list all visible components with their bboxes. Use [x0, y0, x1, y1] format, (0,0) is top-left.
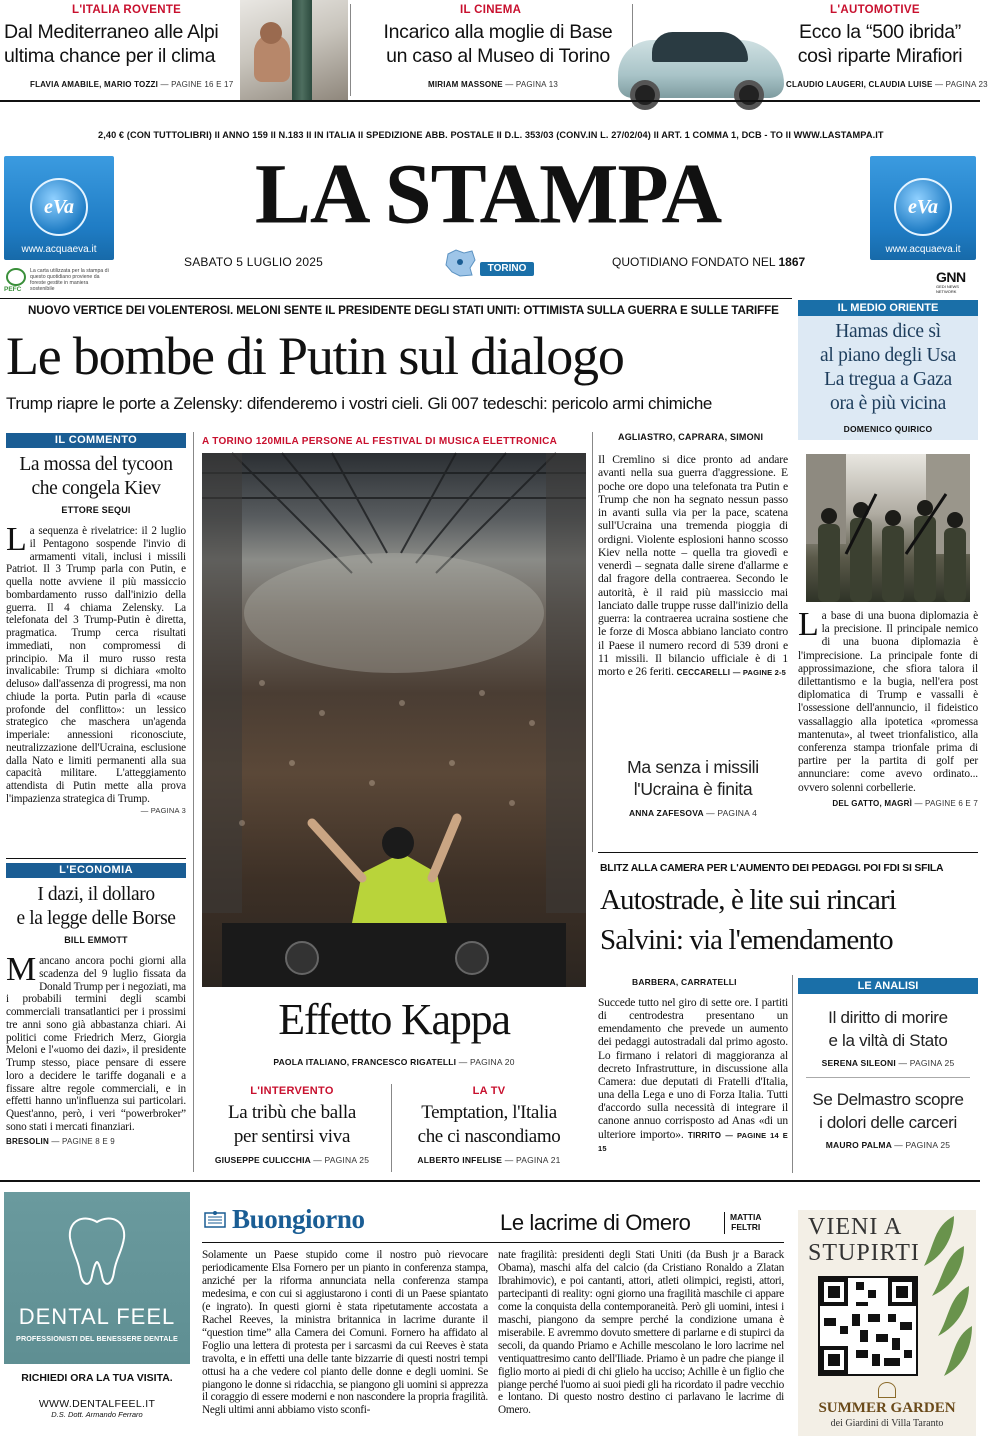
ad-dental-feel[interactable]	[4, 1192, 190, 1434]
economia-body: Mancano ancora pochi giorni alla scadenza del 9 luglio fissata da Donald Trump per i negoziati, ma i probabili termini degli scambi commerciali transatlantici per i prossimi tre anni sono già abbastanza chiari. Ai politici come Friedrich Merz, Giorgia Meloni e l'«uomo dei dazi», il presidente Trump stesso, piace pensare di essere loro a decidere le tariffe doganali e a fissare altre regole commerciali, e in effetti hanno un'influenza sui particolari. Quest'anno, però, i veri “powerbroker” sono stati i mercati finanziari.	[6, 951, 186, 1133]
zafesova-headline: Ma senza i missili l'Ucraina è finita	[627, 757, 759, 799]
intervento-kicker: L'INTERVENTO	[250, 1085, 334, 1097]
garden-headline: VIENI A STUPIRTI	[808, 1214, 920, 1266]
teaser-headline: Incarico alla moglie di Base un caso al Museo di Torino	[383, 21, 613, 67]
masthead-title: LA STAMPA	[254, 147, 722, 242]
garden-sub: dei Giardini di Villa Taranto	[830, 1418, 944, 1429]
autostrade-byline: BARBERA, CARRATELLI	[632, 977, 737, 987]
masthead-date: SABATO 5 LUGLIO 2025	[184, 255, 323, 269]
section-label: IL MEDIO ORIENTE	[798, 300, 978, 316]
analisi-byline-2: MAURO PALMA — PAGINA 25	[825, 1140, 951, 1150]
lead-body-block[interactable]	[598, 432, 788, 679]
dental-cta: RICHIEDI ORA LA TUA VISITA.	[21, 1372, 173, 1384]
latv-headline: Temptation, l'Italia che ci nascondiamo	[417, 1102, 561, 1147]
economia-headline: I dazi, il dollaro e la legge delle Borse	[16, 884, 176, 929]
latv-byline: ALBERTO INFELISE — PAGINA 21	[417, 1155, 561, 1165]
teaser-headline: Dal Mediterraneo alle Alpi ultima chance per il clima	[4, 21, 219, 67]
analisi-headline-2: Se Delmastro scopre i dolori delle carceri	[812, 1090, 964, 1132]
medio-oriente-block[interactable]	[798, 300, 978, 440]
medio-oriente-body-block	[798, 606, 978, 808]
economia-tail: BRESOLIN — PAGINE 8 E 9	[6, 1136, 115, 1146]
economia-author: BILL EMMOTT	[64, 935, 128, 945]
intervento-block[interactable]	[202, 1085, 382, 1165]
section-label: L'ECONOMIA	[6, 863, 186, 878]
commento-block[interactable]	[6, 433, 186, 815]
teaser-kicker: L'ITALIA ROVENTE	[72, 4, 182, 16]
festival-photo[interactable]	[202, 453, 586, 987]
teaser-climate[interactable]	[0, 0, 242, 98]
gnn-logo: GNN GEDI NEWS NETWORK	[936, 269, 966, 294]
gaza-photo[interactable]	[806, 454, 970, 602]
zafesova-byline: ANNA ZAFESOVA — PAGINA 4	[628, 808, 758, 818]
photo-headline[interactable]: Effetto Kappa	[278, 995, 510, 1044]
analisi-block[interactable]	[798, 978, 978, 1150]
intervento-byline: GIUSEPPE CULICCHIA — PAGINA 25	[214, 1155, 370, 1165]
buongiorno-author: MATTIA FELTRI	[730, 1212, 762, 1232]
dental-url: WWW.DENTALFEEL.IT	[38, 1398, 156, 1410]
buongiorno-icon	[204, 1210, 226, 1228]
teaser-kicker: IL CINEMA	[460, 4, 522, 16]
torino-map-icon	[442, 248, 478, 278]
lead-overline: NUOVO VERTICE DEI VOLENTEROSI. MELONI SENTE IL PRESIDENTE DEGLI STATI UNITI: OTTIMISTA SULLA GUERRA E SULLE TARIFFE	[28, 304, 779, 317]
medio-oriente-author: DOMENICO QUIRICO	[843, 424, 933, 434]
ad-summer-garden[interactable]	[798, 1210, 976, 1436]
teaser-byline: MIRIAM MASSONE — PAGINA 13	[428, 80, 558, 89]
commento-author: ETTORE SEQUI	[61, 505, 131, 515]
teaser-photo-water	[240, 0, 348, 100]
commento-page: — PAGINA 3	[140, 805, 186, 815]
commento-headline: La mossa del tycoon che congela Kiev	[19, 454, 173, 499]
buongiorno-headline: Le lacrime di Omero	[500, 1210, 691, 1235]
latv-block[interactable]	[398, 1085, 580, 1165]
photo-kicker: A TORINO 120MILA PERSONE AL FESTIVAL DI MUSICA ELETTRONICA	[202, 436, 558, 447]
teaser-byline: FLAVIA AMABILE, MARIO TOZZI — PAGINE 16 E 17	[30, 80, 234, 89]
autostrade-body-block	[598, 997, 788, 1155]
economia-block[interactable]	[6, 863, 186, 1146]
lead-headline[interactable]: Le bombe di Putin sul dialogo	[6, 326, 624, 386]
ad-eva-url: www.acquaeva.it	[885, 244, 961, 255]
teaser-kicker: L'AUTOMOTIVE	[830, 4, 920, 16]
teaser-photo-car	[612, 14, 792, 114]
medio-oriente-body: La base di una buona diplomazia è la precisione. Il principale nemico di una buona diplomazia è l'imprecisione. La principale fonte di approssimazione, che sfiora talora il dilettantismo e la bugia, nell'era post diplomatica di Trump e vassalli è l'ossessione dell'annuncio, il fideistico vassallaggio alla ipotetica «promessa mantenuta», al tweet trionfalistico, alla conferenza stampa trionfale prima di partire per la partita di golf per annunciare: come avevo ordinato... ovvero solenni corbellerie.	[798, 606, 978, 794]
buongiorno-title: Buongiorno	[232, 1204, 365, 1234]
lead-byline: AGLIASTRO, CAPRARA, SIMONI	[618, 432, 764, 442]
masthead-city: TORINO	[480, 262, 534, 276]
qr-code[interactable]	[818, 1276, 918, 1376]
teaser-automotive[interactable]	[776, 0, 988, 98]
ad-eva-brand: eVa	[44, 196, 74, 218]
section-label: IL COMMENTO	[6, 433, 186, 448]
photo-byline: PAOLA ITALIANO, FRANCESCO RIGATELLI — PAGINA 20	[273, 1057, 515, 1067]
intervento-headline: La tribù che balla per sentirsi viva	[227, 1102, 357, 1147]
analisi-byline-1: SERENA SILEONI — PAGINA 25	[821, 1058, 955, 1068]
medio-oriente-headline: Hamas dice sì al piano degli Usa La tregua a Gaza ora è più vicina DOMENICO QUIRICO	[798, 316, 978, 440]
section-label: LE ANALISI	[798, 978, 978, 994]
ad-eva-brand: eVa	[908, 196, 938, 218]
latv-kicker: LA TV	[472, 1085, 506, 1097]
edition-info: 2,40 € (CON TUTTOLIBRI) II ANNO 159 II N.183 II IN ITALIA II SPEDIZIONE ABB. POSTALE II D.L. 353/03 (CONV.IN L. 27/02/04) II ART. 1 COMMA 1, DCB - TO II WWW.LASTAMPA.IT	[98, 130, 884, 140]
masthead-founded: QUOTIDIANO FONDATO NEL 1867	[612, 255, 806, 269]
dental-tagline: PROFESSIONISTI DEL BENESSERE DENTALE	[16, 1334, 178, 1343]
ad-eva-left[interactable]	[4, 156, 114, 260]
garden-name: SUMMER GARDEN	[818, 1400, 956, 1416]
commento-body: La sequenza è rivelatrice: il 2 luglio il Pentagono sospende l'invio di armamenti vitali, inclusi i missili Patriot. Il 3 Trump parla con Putin, e quella notte avviene il più massiccio bombardamento russo dall'inizio della guerra. Il 4 chiama Zelensky. La telefonata del 3 Trump-Putin è diretta, pragmatica. Trump cerca risultati immediati, non compromessi di principio. Ma il muro russo resta invalicabile: Trump si dichiara «molto deluso» dall'assenza di progressi, ma non chiude la porta. Putin parla di «cause profonde del conflitto»: un lessico strategico che maschera un'agenda imperiale: annessioni riconosciute, neutralizzazione dell'Ucraina, esclusione dalla Nato e limiti permanenti alla sua capacità militare. L'atteggiamento attendista di Putin mette alla prova l'impazienza strategica di Trump.	[6, 521, 186, 805]
analisi-headline-1: Il diritto di morire e la viltà di Stato	[828, 1008, 948, 1050]
zafesova-block[interactable]	[598, 756, 788, 818]
autostrade-body: Succede tutto nel giro di sette ore. I partiti di centrodestra presentano un emendamento che prevede un aumento dei pedaggi autostradali dal primo agosto. Lo firmano i relatori di maggioranza al decreto Infrastrutture, in discussione alla Camera: due deputati di Fratelli d'Italia, una della Lega e uno di Forza Italia. Tutti d'accordo sulla necessità di integrare il canone annuo corrisposto ad Anas «di un ulteriore importo». TIRRITO — PAGINE 14 E 15	[598, 997, 788, 1153]
ad-eva-url: www.acquaeva.it	[21, 244, 97, 255]
autostrade-headline[interactable]: Autostrade, è lite sui rincari Salvini: via l'emendamento	[600, 884, 896, 956]
teaser-headline: Ecco la “500 ibrida” così riparte Mirafiori	[797, 21, 963, 67]
pefc-logo: PEFC La carta utilizzata per la stampa di questo quotidiano proviene da foreste gestite in maniera sostenibile	[4, 268, 109, 293]
buongiorno-col-2: nate fragilità: presidenti degli Stati Uniti (da Bush jr a Barack Obama), maschi alfa del calcio (da Cristiano Ronaldo a Zlatan Ibrahimovic), e poi cantanti, attori, atleti olimpici, registi, attori, partecipanti di reality: ogni giorno una fragilità maschile ci appare come la conquista della contemporaneità. Però gli uomini, intesi i maschi, piangono da sempre perché la condizione umana è miserabile. E avremmo dovuto smettere di parlarne e di stupirci da secoli, da quando Priamo e Achille mescolano le loro lacrime nel ventiquattresimo canto dell'Iliade. Priamo è un padre che piange il figlio morto ai piedi di chi glielo ha ucciso; Achille è un figlio che piange perché l'uomo ai suoi piedi gli ha ricordato il padre vecchio e lontano. Di questo nostro destino ci parlavano le lacrime di Omero.	[498, 1249, 784, 1417]
lead-subhead: Trump riapre le porte a Zelensky: difenderemo i vostri cieli. Gli 007 tedeschi: pericolo armi chimiche	[6, 394, 712, 413]
dental-brand: DENTAL FEEL	[18, 1304, 176, 1329]
teaser-cinema[interactable]	[356, 0, 628, 98]
teaser-byline: CLAUDIO LAUGERI, CLAUDIA LUISE — PAGINA 23	[786, 80, 988, 89]
autostrade-overline: BLITZ ALLA CAMERA PER L'AUMENTO DEI PEDAGGI. POI FDI SI SFILA	[600, 863, 944, 874]
lead-body: Il Cremlino si dice pronto ad andare avanti nella sua guerra d'aggressione. E poche ore dopo una telefonata tra Putin e Trump che non ha segnato nessun passo in avanti sulla via per la pace, scatena sull'Ucraina una tremenda pioggia di ordigni. Violente esplosioni hanno scosso Kiev nella notte – quella tra giovedì e venerdì – segnata dalle sirene d'allarme e dal fragore della contraerea. Secondo le autorità, è il raid più massiccio mai lanciato dalle truppe russe dall'inizio della guerra: la contraerea ucraina sostiene che le forze di Mosca abbiano lanciato contro il Paese il numero record di 539 droni e 11 missili. Il bilancio ufficiale è di 1 morto e 26 feriti. CECCARELLI — PAGINE 2-5	[598, 453, 788, 678]
ad-eva-right[interactable]	[870, 156, 976, 260]
buongiorno-col-1: Solamente un Paese stupido come il nostro può rievocare periodicamente Elsa Fornero per un pianto in conferenza stampa, anziché per la riforma annunciata nella conferenza stampa medesima, e con cui si aggiustarono i conti di un Paese spiantato (e ingrato). In questi giorni è stata ripetutamente accostata a Rachel Reeves, la ministra britannica in lacrime durante il “question time” alla Camera dei Comuni. Fornero ha affidato al Foglio una lettera di protesta per i sarcasmi da cui Reeves è stata travolta, e in effetti una delle tante bizzarrie di questi nostri tempi ottusi ha a che vedere col pianto delle donne e degli uomini. Se piangono le donne si ridacchia, se piangono gli uomini si apprezza il coraggio di essere moderni e non nascondere la propria fragilità. Negli ultimi anni abbiamo visto sconfi-	[202, 1249, 488, 1417]
medio-oriente-tail: DEL GATTO, MAGRÌ — PAGINE 6 E 7	[832, 798, 978, 808]
dental-doctor: D.S. Dott. Armando Ferraro	[51, 1410, 143, 1419]
